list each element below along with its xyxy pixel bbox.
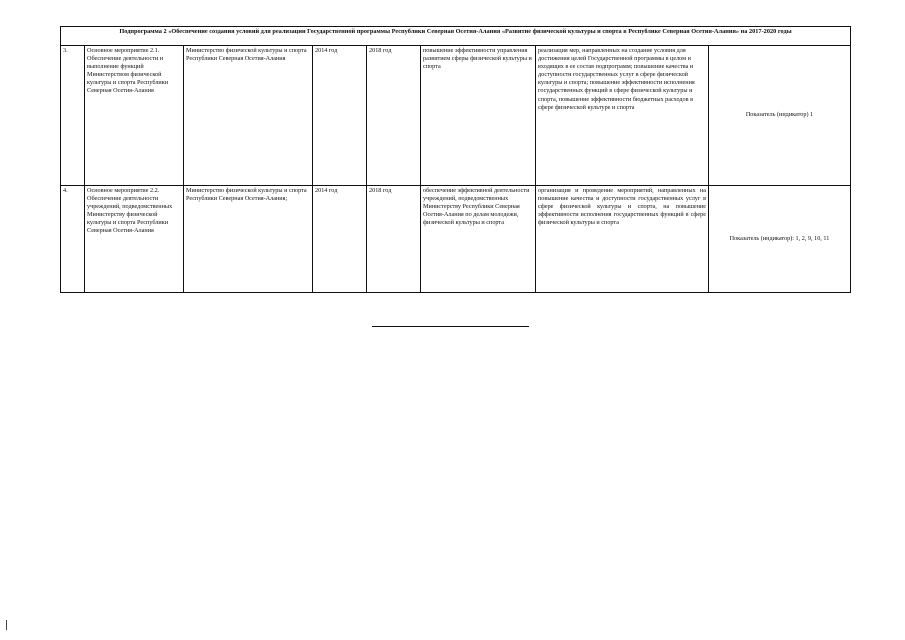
row-number: 3. [61,46,85,186]
executor-cell: Министерство физической культуры и спорта Республики Северная Осетия-Алания [184,46,313,186]
scan-artifact [6,620,7,630]
subprogram-header: Подпрограмма 2 «Обеспечение создания условий для реализации Государственной программы Республики Северная Осетия-Алания «Развитие физической культуры и спорта в Республике Северная Осетия-Алания» на 2017-2020 годы [61,27,851,46]
table-row [61,186,851,293]
activities-table [60,26,851,293]
table-row [61,46,851,186]
measure-cell: Основное мероприятие 2.1. Обеспечение деятельности и выполнение функций Министерством физической культуры и спорта Республики Северная Осетия-Алания [85,46,184,186]
directions-cell: реализация мер, направленных на создание условия для достижения целей Государственной программы в целом и входящих в ее состав подпрограмм; повышение качества и доступности государственных услуг в сфере физической культуры и спорта; повышение эффективности исполнения государственных функций в сфере физической культуры и спорта, повышение эффективности бюджетных расходов в сфере физической культуре и спорта [536,46,709,186]
start-year-cell: 2014 год [313,46,367,186]
indicator-cell: Показатель (индикатор) 1 [709,46,851,186]
separator-line [372,326,529,327]
expected-result-cell: обеспечение эффективной деятельности учреждений, подведомственных Министерству Республики Северная Осетия-Алания по делам молодежи, физической культуры и спорта [421,186,536,293]
executor-cell: Министерство физической культуры и спорта Республики Северная Осетия-Алания; [184,186,313,293]
measure-cell: Основное мероприятие 2.2. Обеспечение деятельности учреждений, подведомственных Министерству физической культуры и спорта Республики Северная Осетия-Алания [85,186,184,293]
start-year-cell: 2014 год [313,186,367,293]
table-header-row [61,27,851,46]
directions-cell: организация и проведение мероприятий, направленных на повышение качества и доступности государственных услуг в сфере физической культуры и спорта, на повышение эффективности исполнения государственных функций в сфере физической культуры и спорта [536,186,709,293]
indicator-cell: Показатель (индикатор): 1, 2, 9, 10, 11 [709,186,851,293]
expected-result-cell: повышение эффективности управления развитием сферы физической культуры и спорта [421,46,536,186]
end-year-cell: 2018 год [367,186,421,293]
row-number: 4. [61,186,85,293]
end-year-cell: 2018 год [367,46,421,186]
